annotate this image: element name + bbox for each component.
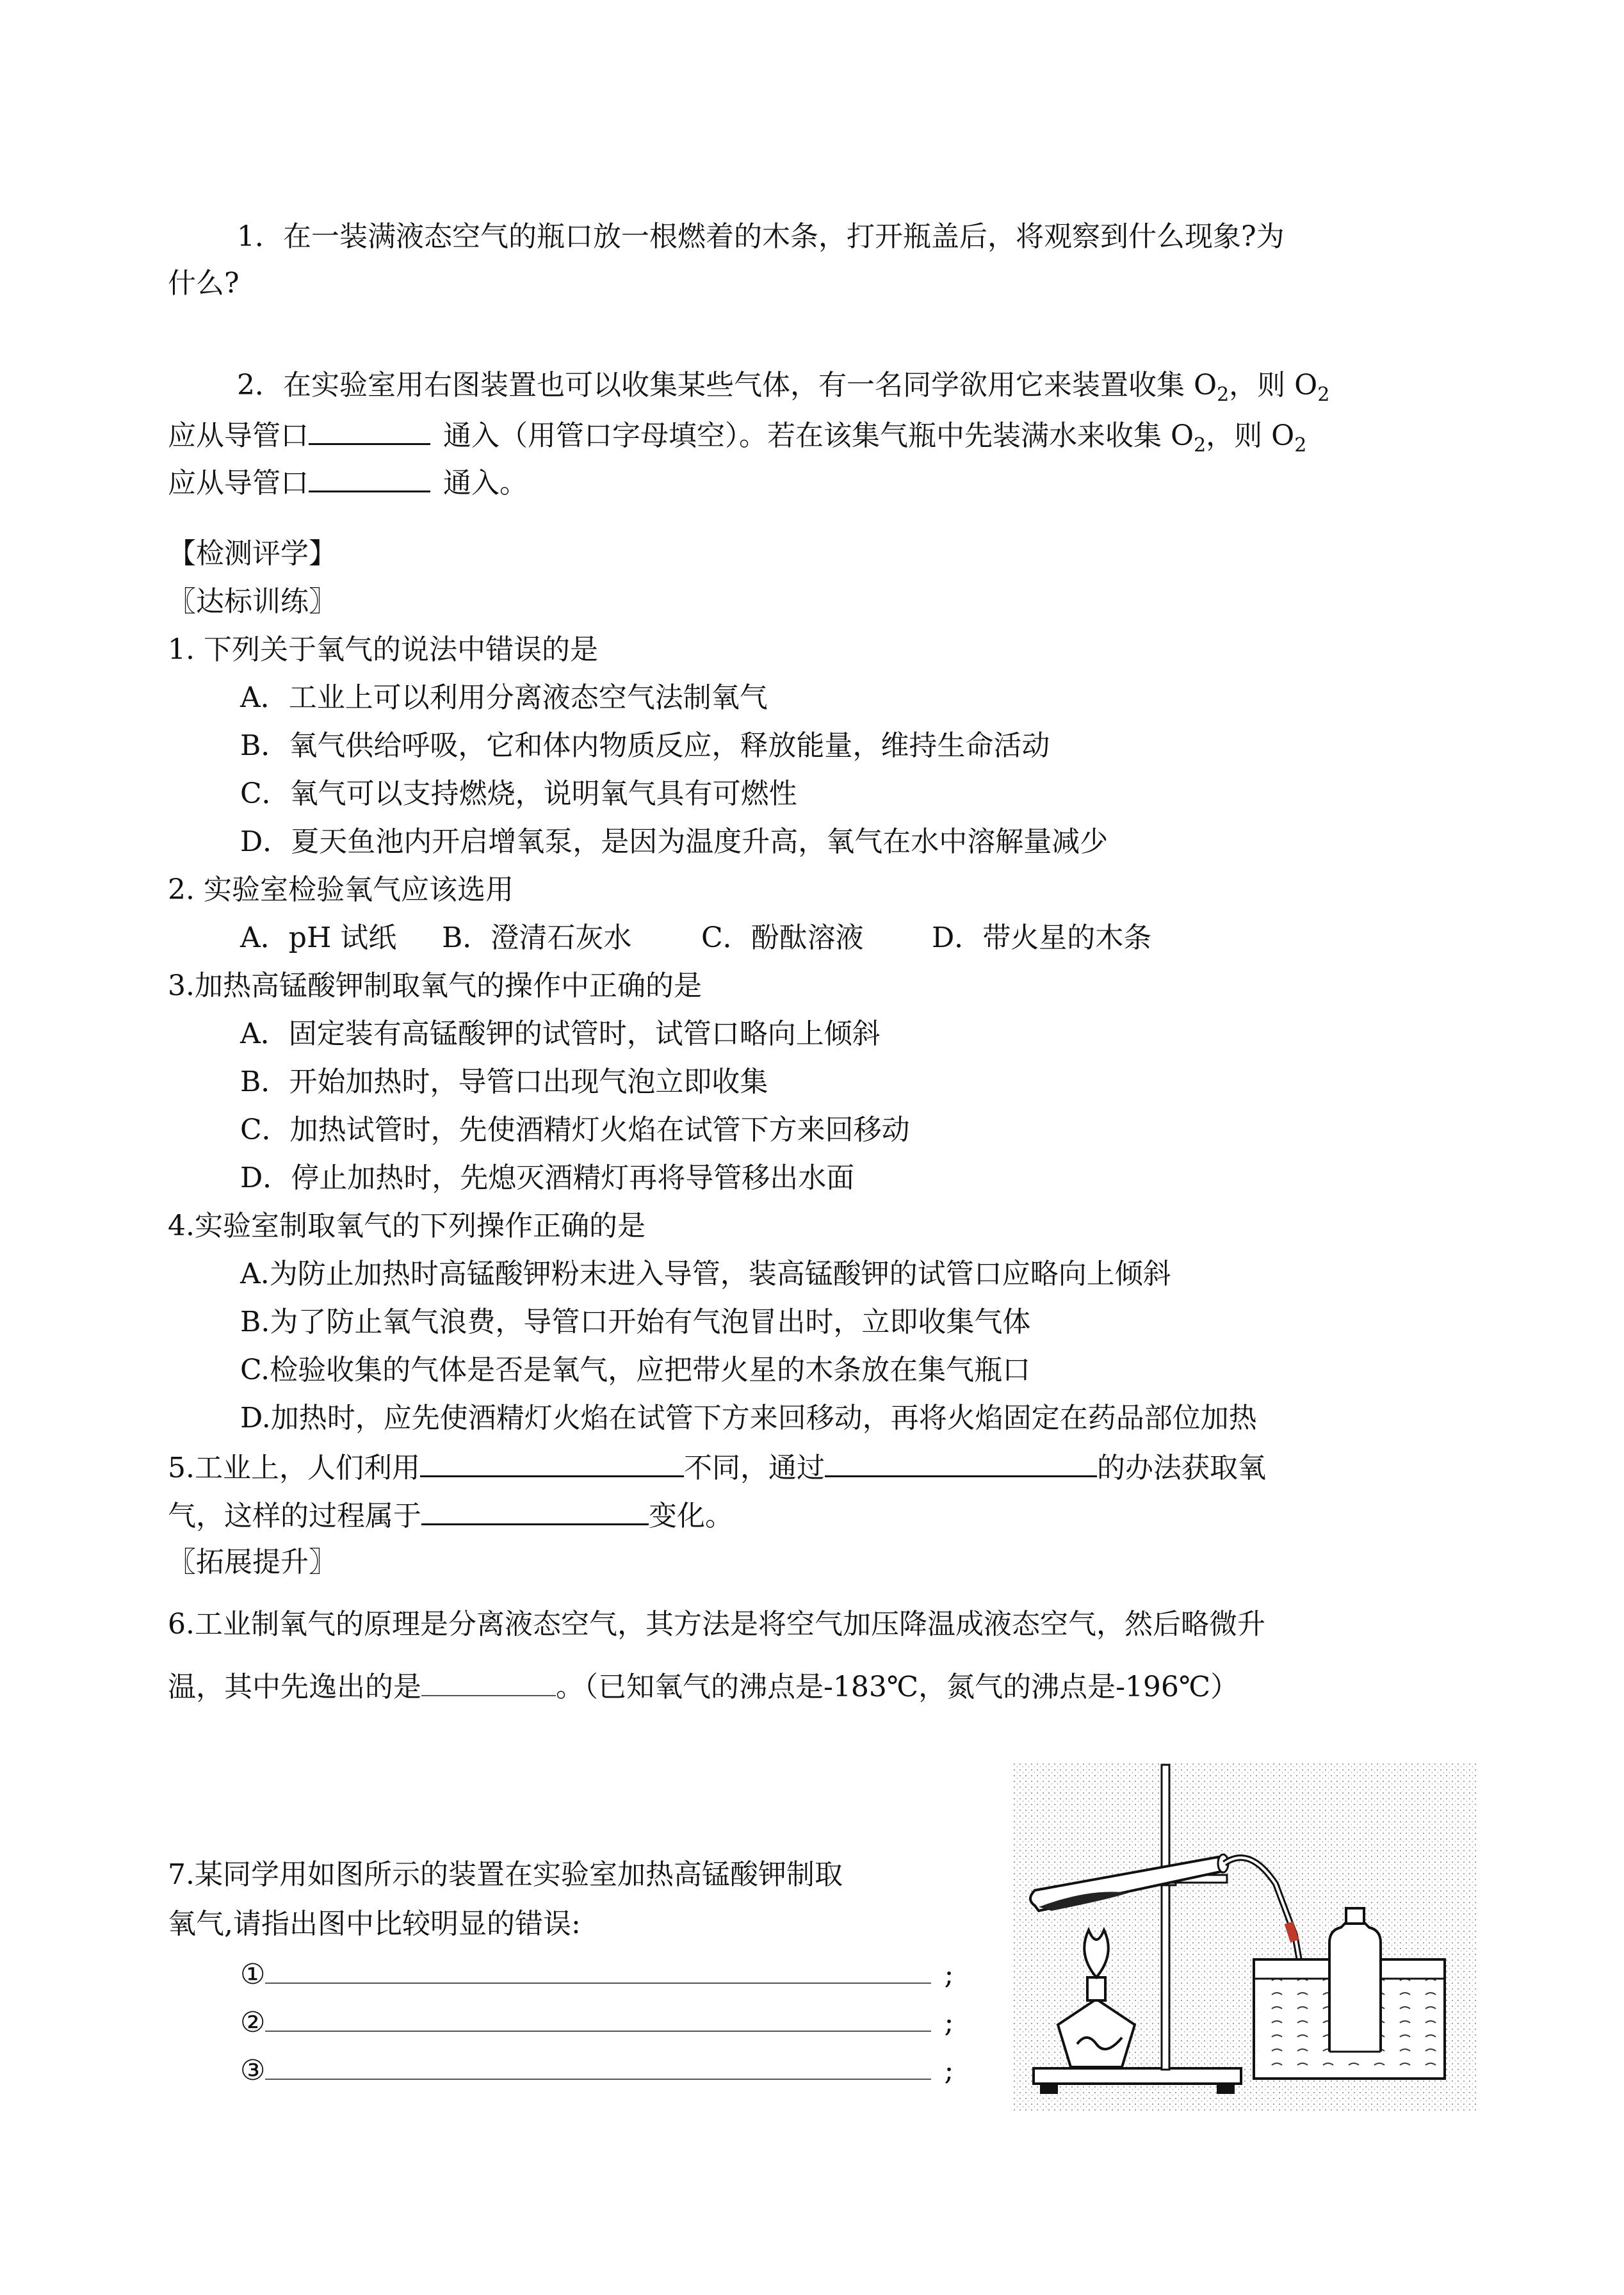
q1-option-d: D．夏天鱼池内开启增氧泵，是因为温度升高，氧气在水中溶解量减少 (240, 825, 1108, 858)
stand-rod (1162, 1765, 1169, 2070)
q3-option-b: B．开始加热时，导管口出现气泡立即收集 (240, 1066, 768, 1098)
q6-line1: 6.工业制氧气的原理是分离液态空气，其方法是将空气加压降温成液态空气，然后略微升 (168, 1608, 1265, 1641)
q4-option-d: D.加热时，应先使酒精灯火焰在试管下方来回移动，再将火焰固定在药品部位加热 (240, 1402, 1257, 1434)
section-subtitle-standard: 〖达标训练〗 (168, 585, 337, 618)
subscript: 2 (1217, 383, 1230, 406)
q7-line2: 氧气,请指出图中比较明显的错误: (168, 1908, 581, 1940)
section-subtitle-extension: 〖拓展提升〗 (168, 1546, 337, 1578)
q5-text-e: 变化。 (649, 1500, 733, 1532)
q4-stem: 4.实验室制取氧气的下列操作正确的是 (168, 1210, 646, 1242)
subscript: 2 (1317, 383, 1330, 406)
answer-blank[interactable] (309, 462, 430, 492)
pre-question-2-text-c: 应从导管口 (168, 419, 309, 452)
answer-marker: ① (240, 1958, 266, 1991)
answer-blank[interactable] (825, 1447, 1097, 1477)
subscript: 2 (1294, 434, 1307, 457)
q1-option-b: B．氧气供给呼吸，它和体内物质反应，释放能量，维持生命活动 (240, 729, 1050, 762)
answer-marker: ③ (240, 2054, 266, 2087)
q5-text-a: 5.工业上，人们利用 (168, 1452, 420, 1484)
semicolon: ; (944, 1958, 954, 1991)
answer-blank[interactable] (309, 415, 430, 445)
q4-option-b: B.为了防止氧气浪费，导管口开始有气泡冒出时，立即收集气体 (240, 1306, 1031, 1338)
q2-option-b: B．澄清石灰水 (442, 921, 632, 954)
pre-question-2-text-d: 通入（用管口字母填空）。若在该集气瓶中先装满水来收集 O (443, 419, 1194, 452)
section-title: 【检测评学】 (168, 537, 337, 570)
answer-blank[interactable] (265, 2002, 931, 2032)
answer-blank[interactable] (265, 2050, 931, 2080)
q2-stem: 2. 实验室检验氧气应该选用 (168, 873, 514, 906)
q7-answer-row-3 (240, 2050, 954, 2090)
q5-text-d: 气，这样的过程属于 (168, 1500, 421, 1532)
q2-option-a: A．pH 试纸 (240, 921, 397, 954)
stand-base (1034, 2068, 1241, 2084)
q1-option-a: A．工业上可以利用分离液态空气法制氧气 (240, 681, 768, 714)
pre-question-2-line3 (168, 462, 528, 503)
subscript: 2 (1194, 434, 1206, 457)
pre-question-2-line2 (168, 415, 1306, 465)
pre-question-2-text-f: 应从导管口 (168, 467, 309, 499)
q1-option-c: C．氧气可以支持燃烧，说明氧气具有可燃性 (240, 777, 797, 810)
answer-blank[interactable] (421, 1495, 649, 1525)
answer-marker: ② (240, 2006, 266, 2039)
q5-text-c: 的办法获取氧 (1096, 1452, 1266, 1484)
pre-question-2-text-a: 2．在实验室用右图装置也可以收集某些气体，有一名同学欲用它来装置收集 O (237, 369, 1217, 401)
answer-blank[interactable] (420, 1447, 684, 1477)
q5-text-b: 不同，通过 (683, 1452, 825, 1484)
q1-stem: 1. 下列关于氧气的说法中错误的是 (168, 633, 598, 666)
q3-option-c: C．加热试管时，先使酒精灯火焰在试管下方来回移动 (240, 1114, 910, 1146)
pre-question-2-text-e: ，则 O (1206, 419, 1295, 452)
pre-question-2-text-b: ，则 O (1229, 369, 1318, 401)
q4-option-c: C.检验收集的气体是否是氧气，应把带火星的木条放在集气瓶口 (240, 1354, 1031, 1386)
answer-blank[interactable] (265, 1954, 931, 1984)
q6-text-a: 温，其中先逸出的是 (168, 1671, 421, 1703)
q6-text-b: 。（已知氧气的沸点是-183℃，氮气的沸点是-196℃） (556, 1671, 1239, 1703)
pre-question-2-text-g: 通入。 (443, 467, 528, 499)
q7-answer-row-1 (240, 1954, 954, 1994)
pre-question-2-line1 (237, 366, 1329, 414)
collection-bottle (1329, 1908, 1381, 2052)
q3-option-d: D．停止加热时，先熄灭酒精灯再将导管移出水面 (240, 1162, 855, 1194)
q2-option-c: C．酚酞溶液 (701, 921, 864, 954)
pre-question-1-line2: 什么? (168, 267, 240, 300)
q6-line2 (168, 1667, 1238, 1707)
q3-option-a: A．固定装有高锰酸钾的试管时，试管口略向上倾斜 (240, 1018, 881, 1050)
q2-option-d: D．带火星的木条 (932, 921, 1152, 954)
q4-option-a: A.为防止加热时高锰酸钾粉末进入导管，装高锰酸钾的试管口应略向上倾斜 (240, 1258, 1171, 1290)
stand-foot-right (1217, 2084, 1235, 2094)
semicolon: ; (944, 2006, 954, 2039)
pre-question-1-line1: 1．在一装满液态空气的瓶口放一根燃着的木条，打开瓶盖后，将观察到什么现象?为 (237, 220, 1285, 253)
semicolon: ; (944, 2054, 954, 2087)
answer-blank[interactable] (421, 1667, 556, 1696)
q7-line1: 7.某同学用如图所示的装置在实验室加热高锰酸钾制取 (168, 1858, 843, 1891)
q3-stem: 3.加热高锰酸钾制取氧气的操作中正确的是 (168, 969, 702, 1002)
q7-answer-row-2 (240, 2002, 954, 2042)
lab-apparatus-figure (1013, 1762, 1477, 2111)
q5-line2 (168, 1495, 733, 1536)
stand-foot-left (1040, 2084, 1058, 2094)
q5-line1 (168, 1447, 1266, 1488)
